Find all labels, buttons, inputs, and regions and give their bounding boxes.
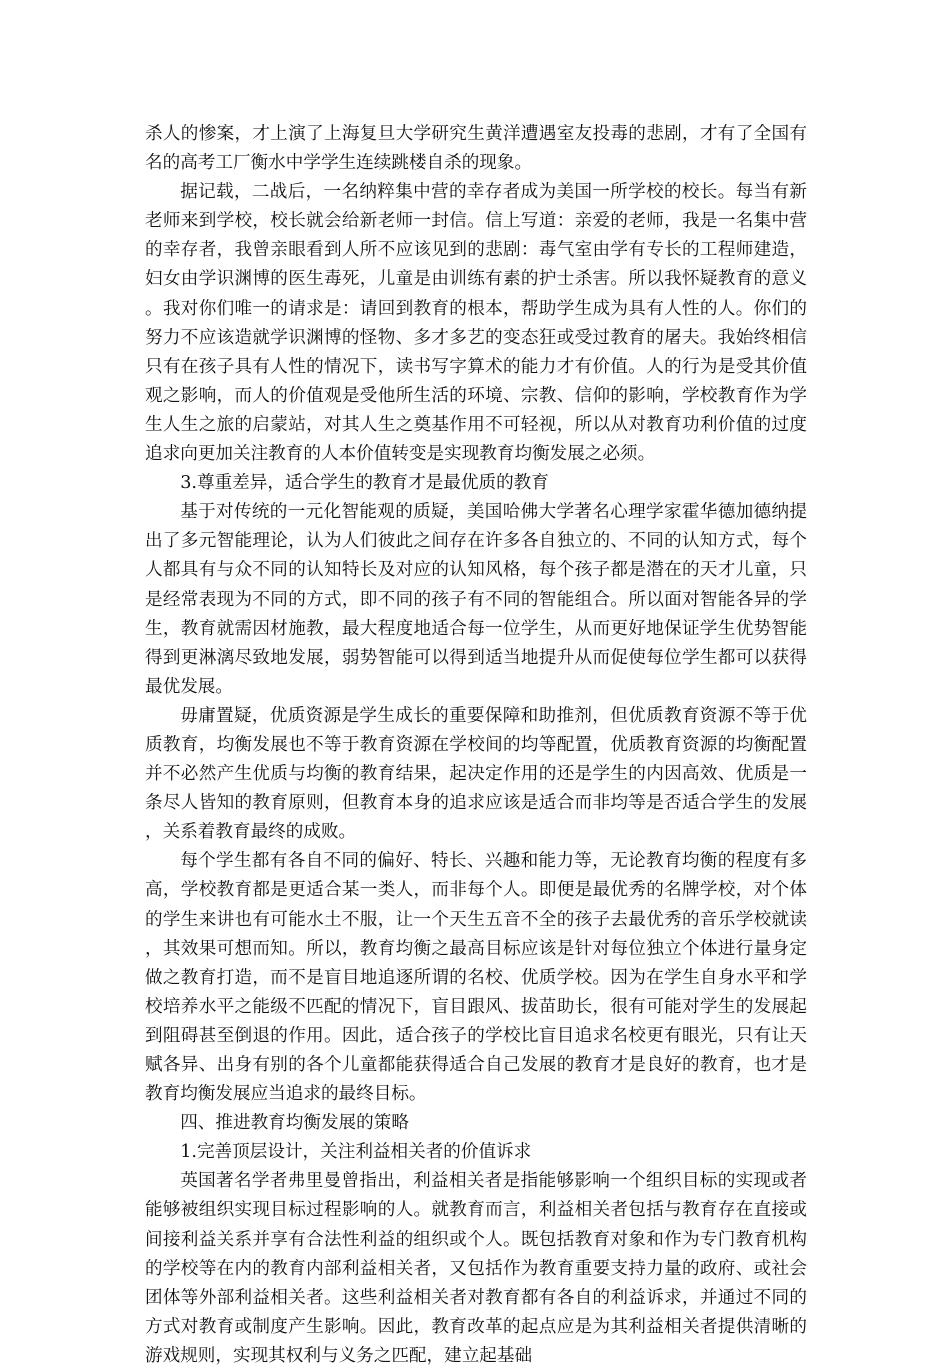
paragraph: 英国著名学者弗里曼曾指出，利益相关者是指能够影响一个组织目标的实现或者能够被组织实现目标过程影响的人。就教育而言，利益相关者包括与教育存在直接或间接利益关系并享有合法性利益的组织或个人。既包括教育对象和作为专门教育机构的学校等在内的教育内部利益相关者，又包括作为教育重要支持力量的政府、或社会团体等外部利益相关者。这些利益相关者对教育都有各自的利益诉求，并通过不同的方式对教育或制度产生影响。因此，教育改革的起点应是为其利益相关者提供清晰的游戏规则，实现其权利与义务之匹配，建立起基础: [145, 1171, 807, 1366]
document-page: [145, 120, 807, 1371]
paragraph: 基于对传统的一元化智能观的质疑，美国哈佛大学著名心理学家霍华德加德纳提出了多元智能理论，认为人们彼此之间存在许多各自独立的、不同的认知方式，每个人都具有与众不同的认知特长及对应的认知风格，每个孩子都是潜在的天才儿童，只是经常表现为不同的方式，即不同的孩子有不同的智能组合。所以面对智能各异的学生，教育就需因材施教，最大程度地适合每一位学生，从而更好地保证学生优势智能得到更淋漓尽致地发展，弱势智能可以得到适当地提升从而促使每位学生都可以获得最优发展。: [145, 502, 807, 697]
paragraph: 1.完善顶层设计，关注利益相关者的价值诉求: [180, 1142, 532, 1163]
paragraph: 四、推进教育均衡发展的策略: [180, 1113, 409, 1134]
paragraph: 据记载，二战后，一名纳粹集中营的幸存者成为美国一所学校的校长。每当有新老师来到学校，校长就会给新老师一封信。信上写道：亲爱的老师，我是一名集中营的幸存者，我曾亲眼看到人所不应该见到的悲剧：毒气室由学有专长的工程师建造，妇女由学识渊博的医生毒死，儿童是由训练有素的护士杀害。所以我怀疑教育的意义。我对你们唯一的请求是：请回到教育的根本，帮助学生成为具有人性的人。你们的努力不应该造就学识渊博的怪物、多才多艺的变态狂或受过教育的屠夫。我始终相信只有在孩子具有人性的情况下，读书写字算术的能力才有价值。人的行为是受其价值观之影响，而人的价值观是受他所生活的环境、宗教、信仰的影响，学校教育作为学生人生之旅的启蒙站，对其人生之奠基作用不可轻视，所以从对教育功利价值的过度追求向更加关注教育的人本价值转变是实现教育均衡发展之必须。: [145, 182, 807, 465]
paragraph: 毋庸置疑，优质资源是学生成长的重要保障和助推剂，但优质教育资源不等于优质教育，均衡发展也不等于教育资源在学校间的均等配置，优质教育资源的均衡配置并不必然产生优质与均衡的教育结果，起决定作用的还是学生的内因高效、优质是一条尽人皆知的教育原则，但教育本身的追求应该是适合而非均等是否适合学生的发展，关系着教育最终的成败。: [145, 705, 807, 843]
paragraph: 每个学生都有各自不同的偏好、特长、兴趣和能力等，无论教育均衡的程度有多高，学校教育都是更适合某一类人，而非每个人。即便是最优秀的名牌学校，对个体的学生来讲也有可能水土不服，让一个天生五音不全的孩子去最优秀的音乐学校就读，其效果可想而知。所以，教育均衡之最高目标应该是针对每位独立个体进行量身定做之教育打造，而不是盲目地追逐所谓的名校、优质学校。因为在学生自身水平和学校培养水平之能级不匹配的情况下，盲目跟风、拔苗助长，很有可能对学生的发展起到阻碍甚至倒退的作用。因此，适合孩子的学校比盲目追求名校更有眼光，只有让天赋各异、出身有别的各个儿童都能获得适合自己发展的教育才是良好的教育，也才是教育均衡发展应当追求的最终目标。: [145, 851, 807, 1105]
paragraph: 3.尊重差异，适合学生的教育才是最优质的教育: [180, 473, 549, 494]
paragraph: 杀人的惨案，才上演了上海复旦大学研究生黄洋遭遇室友投毒的悲剧，才有了全国有名的高考工厂衡水中学学生连续跳楼自杀的现象。: [145, 124, 807, 174]
